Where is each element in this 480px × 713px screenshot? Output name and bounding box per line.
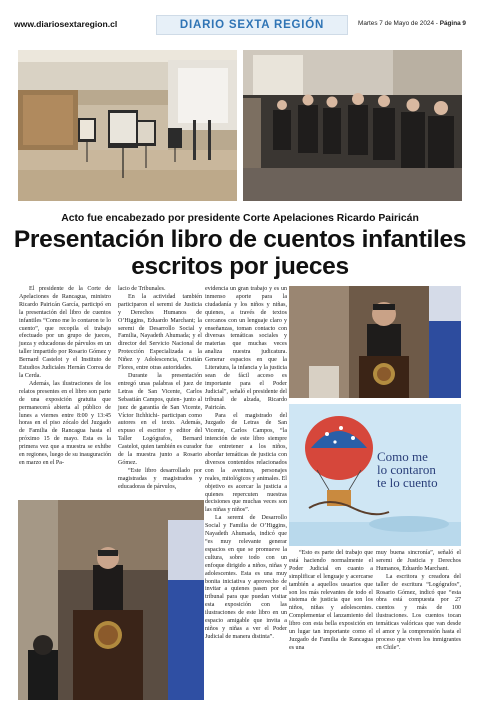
speaker-photo-right bbox=[289, 286, 461, 398]
paragraph: El presidente de la Corte de Apelaciones de Rancagua, ministro Ricardo Pairicán García, participó en la presentación del libro de cuentos infantiles “Como me lo contaron te lo cuento”, que recopila el trabajo efectuado por un grupo de jueces, jueza y educadoras de párvulos en un taller impartido por Rosario Gómez y Bernard Castelot y el Instituto de Estudios Judiciales Hernán Correa de la Cerda. bbox=[19, 286, 111, 379]
article-title bbox=[10, 226, 470, 280]
website-url[interactable]: www.diariosextaregion.cl bbox=[14, 19, 118, 29]
speaker-photo-left bbox=[18, 500, 204, 700]
article-column-2 bbox=[118, 286, 202, 492]
paragraph: muy buena sincronía”, señaló el seremi de Justicia y Derechos Humanos, Eduardo Marchant. bbox=[376, 550, 461, 572]
paragraph: “Este libro desarrollado por magistradas y magistrados y educadoras de párvulos, bbox=[118, 467, 202, 490]
book-cover-image bbox=[289, 404, 461, 546]
exhibition-photo bbox=[18, 50, 237, 201]
book-cover-title: Como me lo contaron te lo cuento bbox=[377, 449, 438, 490]
page-header bbox=[14, 14, 466, 36]
paragraph: Además, las ilustraciones de los relatos presentes en el libro son parte de una exposición gratuita que permanecerá abierta al público de lunes a viernes entre 8:00 y 13:45 horas en el piso zócalo del Juzgado de Familia de Rancagua hasta el próximo 15 de mayo. Esta es la primera vez que a muestra se exhibe en regiones, luego de su inauguración en marzo en el Pa- bbox=[19, 380, 111, 466]
paragraph: Para el magistrado del Juzgado de Letras de San Vicente, Carlos Campos, “la intención de este libro siempre fue entretener a los niños, abordar temáticas de justicia con diversos contenidos relacionados con la aventura, personajes reales, mitológicos y animales. El objetivo es acercar la justicia a quienes repercuten nuestras decisiones que muchas veces son las niñas y niños”. bbox=[205, 412, 287, 514]
paragraph: “Esto es parte del trabajo que está haciendo normalmente el Poder Judicial en cuanto a simplificar el lenguaje y acercarse también a aquellos usuarios que son los más relevantes de todo el sistema de justicia que son los niños, niñas y adolescentes. Complementar el lanzamiento del libro con esta bella exposición en un lugar tan importante como el Juzgado de Familia de Rancagua es una bbox=[289, 550, 373, 651]
article-column-4 bbox=[289, 550, 373, 653]
masthead: DIARIO SEXTA REGIÓN bbox=[156, 15, 348, 35]
title-line-1: Presentación libro de cuentos infantiles bbox=[13, 226, 467, 253]
paragraph: evidencia un gran trabajo y es un inmenso aporte para la ciudadanía y los niños y niñas, quienes, a través de textos cercanos con un lenguaje claro y enseñanzas, toman contacto con diversas temáticas sociales y materias que muchas veces analiza nuestra judicatura. Generar espacios en que la Literatura, la infancia y la justicia sean de fácil acceso es importante para el Poder Judicial”, señaló el presidente del tribunal de alzada, Ricardo Pairicán. bbox=[205, 286, 287, 411]
paragraph: La escritora y creadora del taller de escritura “Logógrafos”, Rosario Gómez, indicó que “esta obra está compuesta por 27 cuentos y más de 100 ilustraciones. Los cuentos tocan temáticas valóricas que van desde el amor y la comprensión hasta el proceso que viven los inmigrantes en Chile”. bbox=[376, 573, 461, 651]
paragraph: En la actividad también participaron el seremi de Justicia y Derechos Humanos de O’Higgins, Eduardo Marchant; la seremi de Desarrollo Social y Familia, Nayadeth Ahumada; y el director del Servicio Nacional de Protección Especializada a la Niñez y Adolescencia, Cristián Flores, entre otras autoridades. bbox=[118, 293, 202, 372]
issue-date: Martes 7 de Mayo de 2024 - Página 9 bbox=[358, 20, 466, 27]
paragraph: Durante la presentación entregó unas palabras el juez de Letras de San Vicente, Carlos Sebastián Campos, quien- junto al juez de garantía de San Vicente, Víctor Itchhichi- participan como autores en el texto. Además, expuso el escritor y editor del Taller Logógrafos, Bernard Castelot, quien también es curador de la muestra junto a Rosario Gómez. bbox=[118, 372, 202, 466]
article-column-5 bbox=[376, 550, 461, 653]
page-number: Página 9 bbox=[439, 20, 466, 27]
article-column-3 bbox=[205, 286, 287, 642]
article-column-1 bbox=[19, 286, 111, 468]
title-line-2: escritos por jueces bbox=[131, 253, 349, 280]
audience-photo bbox=[243, 50, 462, 201]
paragraph: lacio de Tribunales. bbox=[118, 286, 166, 292]
article-kicker: Acto fue encabezado por presidente Corte Apelaciones Ricardo Pairicán bbox=[61, 213, 419, 224]
paragraph: La seremi de Desarrollo Social y Familia de O’Higgins, Nayadeth Ahumada, indicó que “es muy relevante generar espacios en que se promueve la cultura, sobre todo con un enfoque dirigido a niños, niñas y adolescentes. Esta es una muy bonita iniciativa y aprovecho de invitar a quienes pasen por el tribunal para que puedan visitar esta exposición con las ilustraciones de este libro en un espacio amigable que invita a niños y niñas a ver el Poder Judicial de manera distinta”. bbox=[205, 515, 287, 640]
